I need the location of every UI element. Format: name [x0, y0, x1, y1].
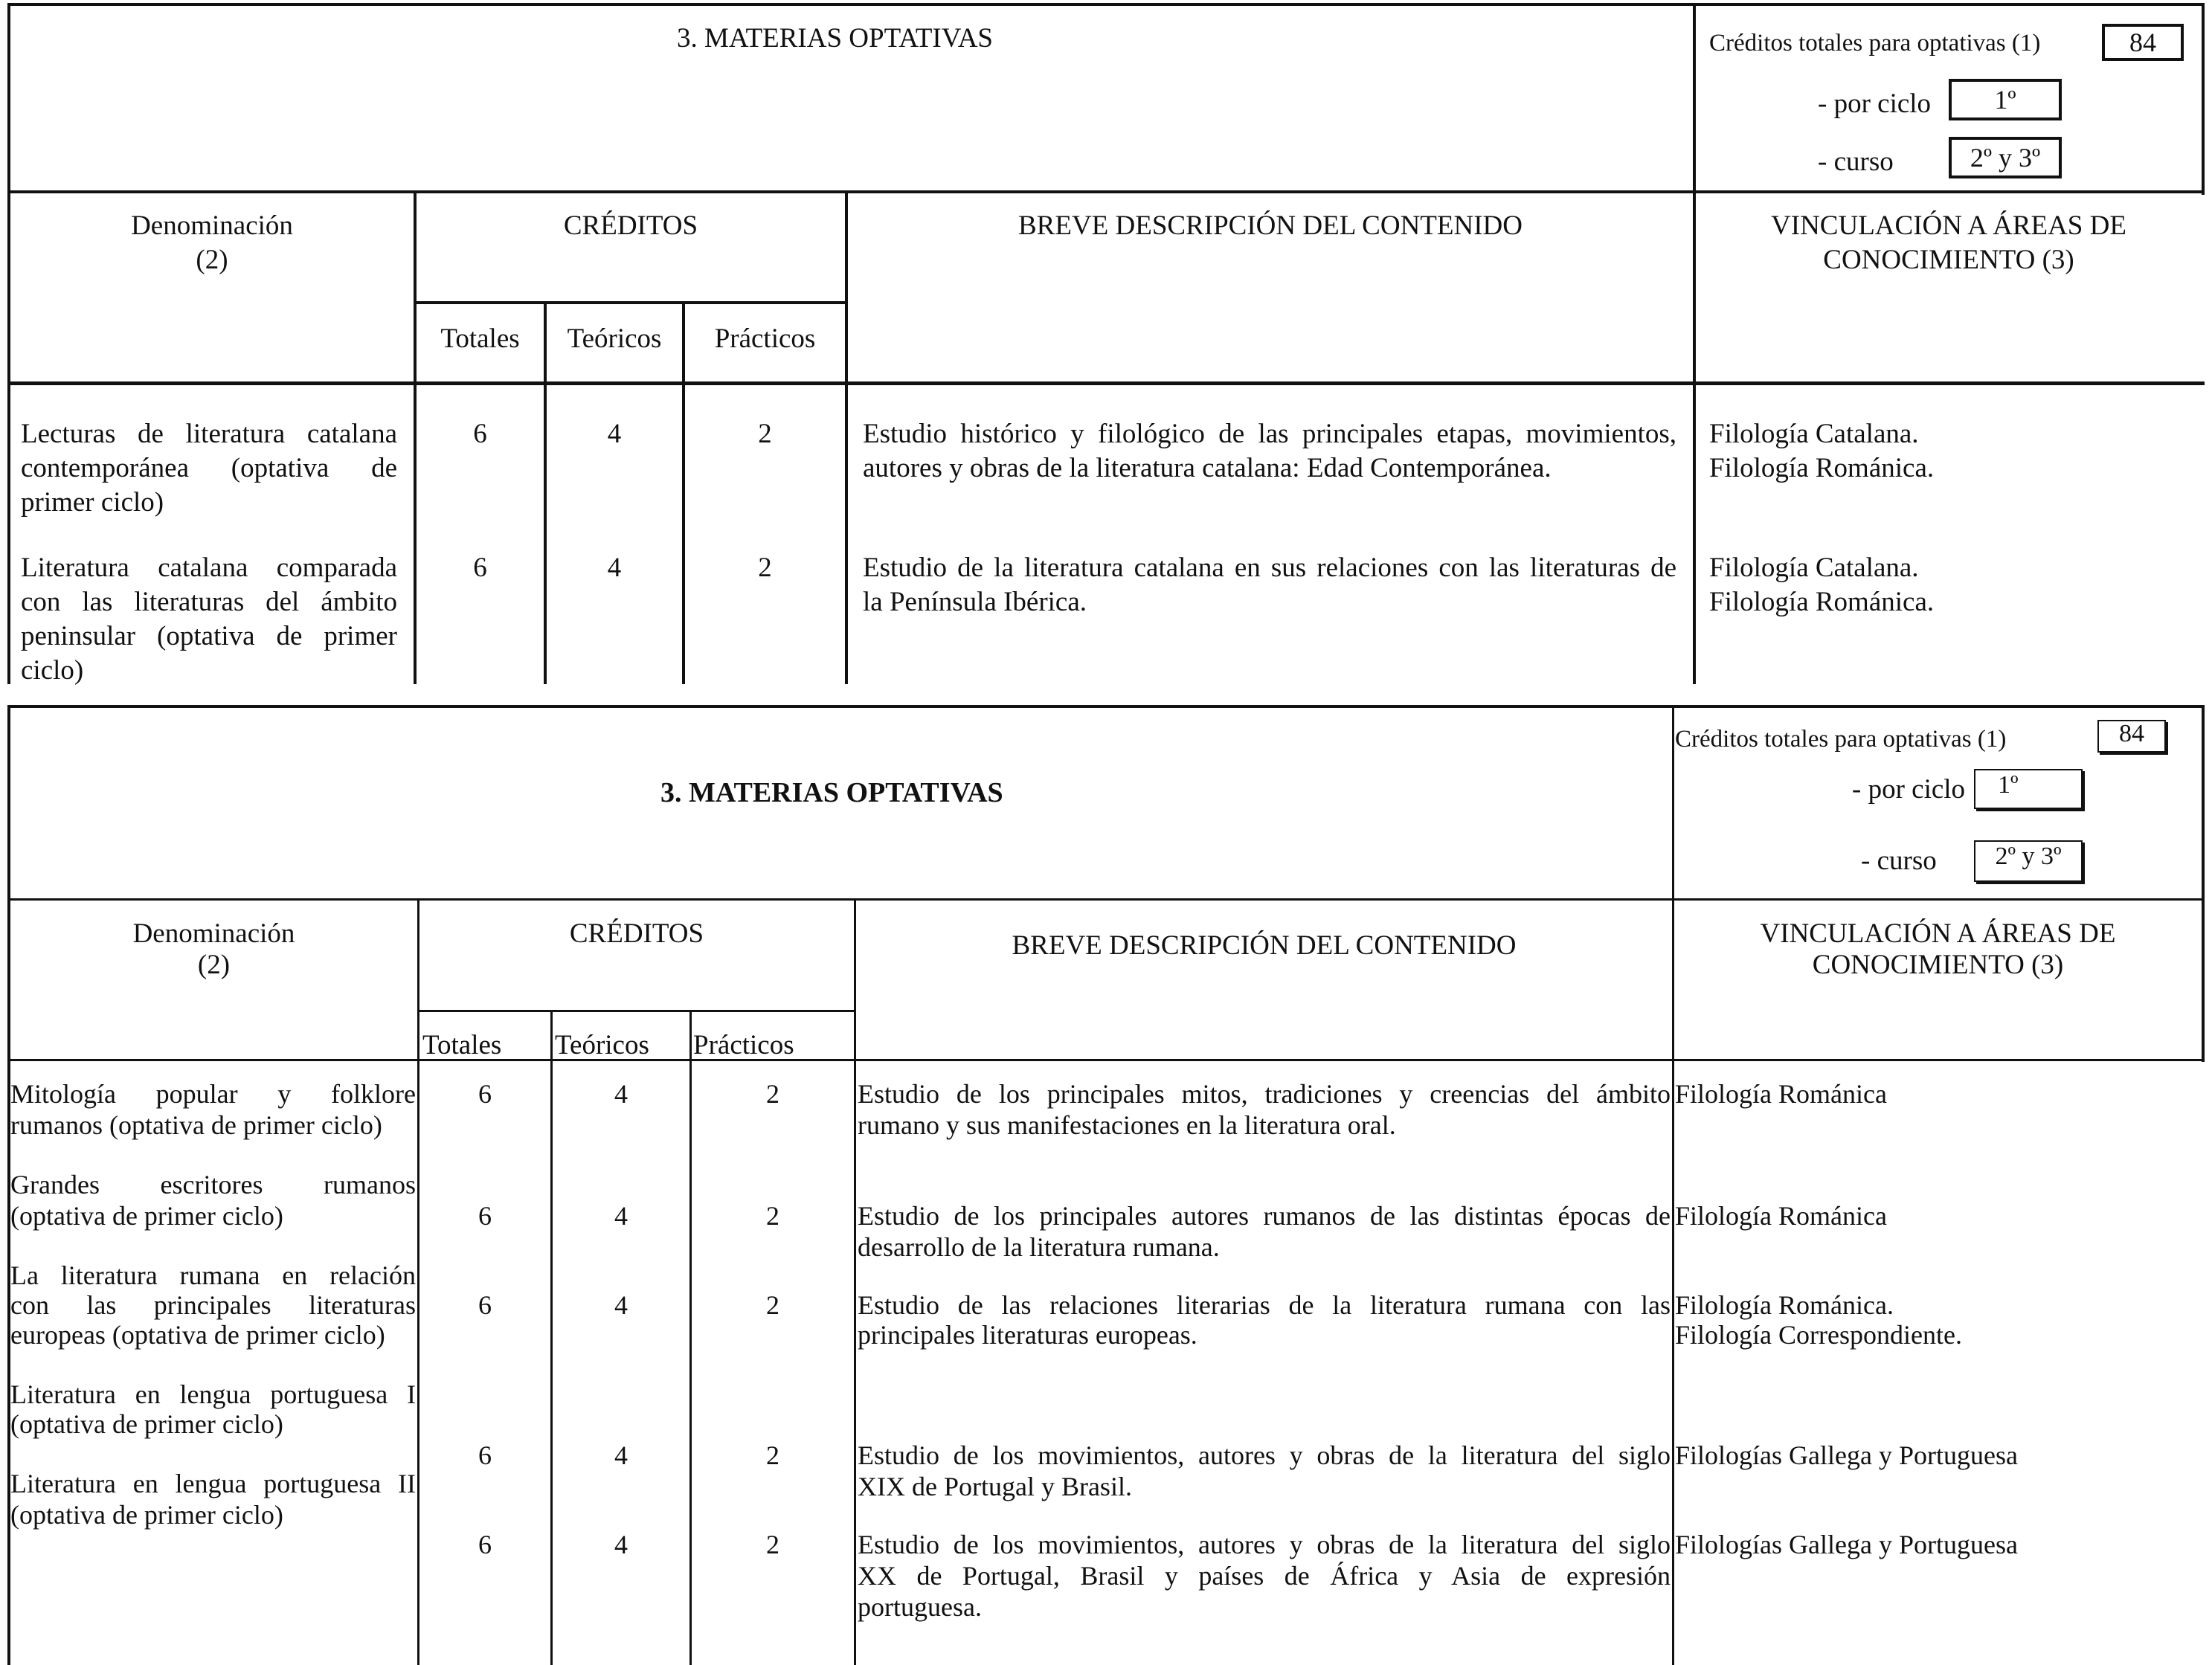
header-denominacion: Denominación	[131, 210, 293, 241]
credits-label: Créditos totales para optativas (1)	[1709, 30, 2041, 57]
row-descripcion-line: principales literaturas europeas.	[858, 1320, 1197, 1350]
row-descripcion-line: Estudio de las relaciones literarias de la literatura rumana con las	[858, 1290, 1671, 1320]
row-teoricos: 4	[614, 1201, 628, 1231]
header-totales: Totales	[440, 323, 520, 354]
rule	[7, 705, 2205, 708]
ciclo-label: - por ciclo	[1852, 774, 1966, 805]
row-descripcion-line: Estudio de los principales autores rumanos de las distintas épocas de	[858, 1201, 1671, 1231]
header-teoricos: Teóricos	[567, 323, 662, 354]
row-denominacion-line: contemporánea (optativa de	[21, 453, 397, 483]
curso-box: 2º y 3º	[1974, 840, 2083, 882]
row-denominacion-line: (optativa de primer ciclo)	[10, 1409, 283, 1439]
rule	[7, 3, 10, 684]
rule	[1693, 3, 1696, 684]
row-practicos: 2	[758, 419, 772, 449]
row-totales: 6	[478, 1440, 492, 1470]
row-area: Filologías Gallega y Portuguesa	[1675, 1530, 2018, 1559]
row-totales: 6	[473, 419, 487, 449]
page-title: 3. MATERIAS OPTATIVAS	[660, 777, 1003, 808]
row-descripcion-line: desarrollo de la literatura rumana.	[858, 1232, 1220, 1262]
row-teoricos: 4	[614, 1290, 628, 1320]
row-denominacion-line: con las principales literaturas	[10, 1290, 416, 1320]
row-descripcion-line: rumano y sus manifestaciones en la literatura oral.	[858, 1110, 1396, 1140]
credits-total-box: 84	[2102, 24, 2184, 61]
row-practicos: 2	[758, 553, 772, 583]
row-descripcion-line: Estudio de los movimientos, autores y obras de la literatura del siglo	[858, 1440, 1671, 1470]
header-vinculacion: VINCULACIÓN A ÁREAS DE	[1760, 918, 2116, 949]
row-practicos: 2	[766, 1079, 779, 1109]
row-area: Filología Románica.	[1709, 453, 1935, 483]
header-vinculacion-2: CONOCIMIENTO (3)	[1823, 245, 2074, 275]
rule	[682, 301, 685, 684]
row-practicos: 2	[766, 1440, 779, 1470]
rule	[544, 301, 547, 684]
rule	[2202, 3, 2205, 195]
row-denominacion-line: La literatura rumana en relación	[10, 1260, 416, 1290]
row-denominacion-line: Literatura en lengua portuguesa I	[10, 1379, 416, 1409]
row-totales: 6	[478, 1201, 492, 1231]
row-denominacion-line: Lecturas de literatura catalana	[21, 419, 397, 449]
row-denominacion-line: ciclo)	[21, 655, 84, 686]
row-descripcion-line: Estudio de los principales mitos, tradiciones y creencias del ámbito	[858, 1079, 1671, 1109]
row-teoricos: 4	[614, 1079, 628, 1109]
row-practicos: 2	[766, 1530, 779, 1559]
rule	[414, 301, 848, 304]
header-creditos: CRÉDITOS	[569, 918, 704, 949]
row-denominacion-line: (optativa de primer ciclo)	[10, 1500, 283, 1530]
header-vinculacion-2: CONOCIMIENTO (3)	[1812, 950, 2064, 980]
rule	[854, 898, 856, 1665]
row-descripcion-line: Estudio histórico y filológico de las principales etapas, movimientos,	[863, 419, 1676, 449]
credits-label: Créditos totales para optativas (1)	[1675, 726, 2007, 753]
row-denominacion-line: primer ciclo)	[21, 487, 164, 518]
row-denominacion-line: Grandes escritores rumanos	[10, 1170, 416, 1199]
header-practicos: Prácticos	[693, 1030, 794, 1060]
row-practicos: 2	[766, 1290, 779, 1320]
row-teoricos: 4	[614, 1530, 628, 1559]
header-teoricos: Teóricos	[555, 1030, 649, 1060]
row-area: Filología Románica	[1675, 1201, 1887, 1231]
header-vinculacion: VINCULACIÓN A ÁREAS DE	[1771, 210, 2126, 241]
curso-label: - curso	[1818, 146, 1894, 177]
rule	[7, 898, 2205, 901]
header-descripcion: BREVE DESCRIPCIÓN DEL CONTENIDO	[1012, 930, 1517, 961]
row-descripcion-line: Estudio de la literatura catalana en sus relaciones con las literaturas de	[863, 553, 1676, 583]
row-totales: 6	[478, 1290, 492, 1320]
row-area: Filología Catalana.	[1709, 419, 1919, 449]
header-denominacion-note: (2)	[196, 245, 228, 275]
row-area: Filología Románica	[1675, 1079, 1887, 1109]
rule	[7, 3, 2205, 6]
row-denominacion-line: Mitología popular y folklore	[10, 1079, 416, 1109]
row-denominacion-line: europeas (optativa de primer ciclo)	[10, 1320, 385, 1350]
row-area: Filología Correspondiente.	[1675, 1320, 1962, 1350]
row-totales: 6	[478, 1079, 492, 1109]
rule	[2202, 705, 2205, 1062]
row-teoricos: 4	[607, 553, 622, 583]
row-descripcion-line: portuguesa.	[858, 1592, 982, 1622]
row-totales: 6	[478, 1530, 492, 1559]
row-teoricos: 4	[614, 1440, 628, 1470]
row-teoricos: 4	[607, 419, 622, 449]
row-descripcion-line: XX de Portugal, Brasil y países de África y Asia de expresión	[858, 1561, 1671, 1591]
rule	[417, 1010, 856, 1012]
header-denominacion: Denominación	[132, 918, 295, 949]
row-denominacion-line: con las literaturas del ámbito	[21, 587, 397, 617]
header-descripcion: BREVE DESCRIPCIÓN DEL CONTENIDO	[1018, 210, 1523, 241]
row-denominacion-line: (optativa de primer ciclo)	[10, 1201, 283, 1231]
header-denominacion-note: (2)	[197, 950, 231, 980]
row-practicos: 2	[766, 1201, 779, 1231]
row-area: Filología Románica.	[1709, 587, 1935, 617]
row-descripcion-line: XIX de Portugal y Brasil.	[858, 1472, 1132, 1501]
curso-box: 2º y 3º	[1949, 137, 2062, 178]
ciclo-label: - por ciclo	[1818, 88, 1932, 119]
header-creditos: CRÉDITOS	[563, 210, 698, 241]
row-area: Filología Catalana.	[1709, 553, 1919, 583]
header-practicos: Prácticos	[714, 323, 816, 354]
row-denominacion-line: peninsular (optativa de primer	[21, 621, 397, 651]
rule	[845, 190, 848, 684]
row-descripcion-line: Estudio de los movimientos, autores y obras de la literatura del siglo	[858, 1530, 1671, 1559]
credits-total-box: 84	[2097, 720, 2166, 753]
rule	[7, 381, 2205, 385]
rule	[1672, 705, 1674, 1665]
page-title: 3. MATERIAS OPTATIVAS	[677, 23, 993, 54]
row-totales: 6	[473, 553, 487, 583]
row-denominacion-line: Literatura en lengua portuguesa II	[10, 1469, 416, 1498]
rule	[7, 190, 2205, 193]
curso-label: - curso	[1861, 846, 1937, 876]
row-denominacion-line: Literatura catalana comparada	[21, 553, 397, 583]
row-descripcion-line: la Península Ibérica.	[863, 587, 1087, 617]
rule	[7, 1059, 2205, 1061]
row-area: Filologías Gallega y Portuguesa	[1675, 1440, 2018, 1470]
header-totales: Totales	[422, 1030, 502, 1060]
ciclo-box: 1º	[1949, 79, 2062, 120]
row-denominacion-line: rumanos (optativa de primer ciclo)	[10, 1110, 382, 1140]
row-descripcion-line: autores y obras de la literatura catalana: Edad Contemporánea.	[863, 453, 1552, 483]
ciclo-box: 1º	[1974, 769, 2083, 809]
row-area: Filología Románica.	[1675, 1290, 1894, 1320]
